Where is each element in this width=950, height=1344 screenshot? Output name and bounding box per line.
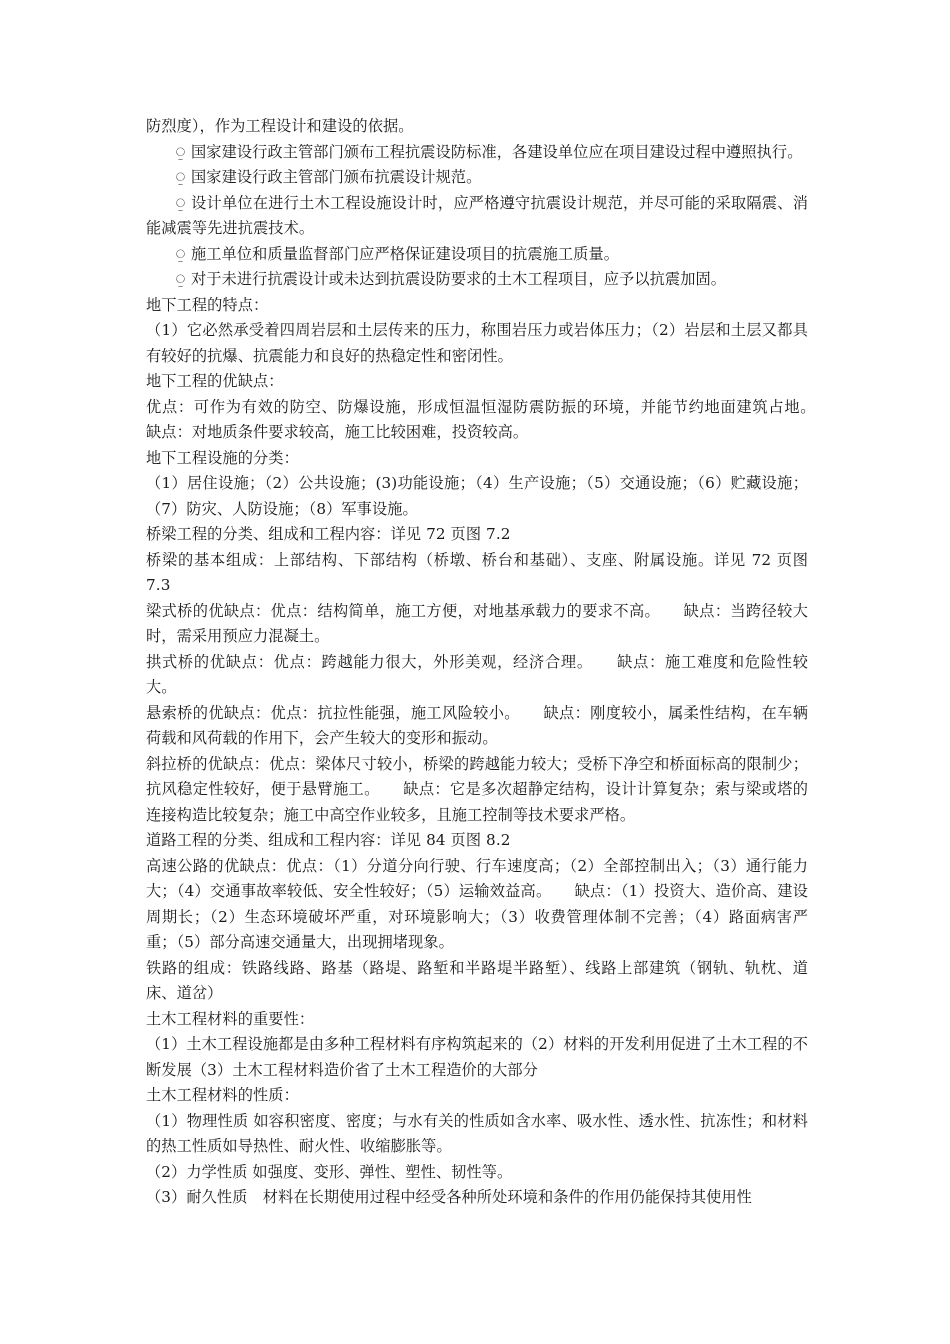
paragraph: 拱式桥的优缺点：优点：跨越能力很大，外形美观，经济合理。 缺点：施工难度和危险性较大。 — [146, 652, 808, 696]
bullet-icon: ⍜ — [176, 193, 186, 212]
bullet-paragraph: ⍜ 对于未进行抗震设计或未达到抗震设防要求的土木工程项目，应予以抗震加固。 — [146, 267, 808, 293]
bullet-paragraph: ⍜ 国家建设行政主管部门颁布工程抗震设防标准，各建设单位应在项目建设过程中遵照执行。 — [146, 140, 808, 166]
bullet-icon: ⍜ — [176, 168, 186, 186]
paragraph: 高速公路的优缺点：优点：（1）分道分向行驶、行车速度高；（2）全部控制出入；（3）通行能力大；（4）交通事故率较低、安全性较好；（5）运输效益高。 缺点：（1）投资大、造价高、建设周期长；（2）生态环境破坏严重，对环境影响大；（3）收费管理体制不完善；（4）路面病害严重；（5）部分高速交通量大，出现拥堵现象。 — [146, 856, 808, 951]
paragraph: （2）力学性质 如强度、变形、弹性、塑性、韧性等。 — [146, 1162, 513, 1181]
section-heading: 土木工程材料的性质： — [146, 1086, 299, 1104]
paragraph: 悬索桥的优缺点：优点：抗拉性能强，施工风险较小。 缺点：刚度较小，属柔性结构，在车辆荷载和风荷载的作用下，会产生较大的变形和振动。 — [146, 703, 808, 747]
section-heading: 土木工程材料的重要性： — [146, 1009, 315, 1028]
paragraph: 优点：可作为有效的防空、防爆设施，形成恒温恒湿防震防振的环境，并能节约地面建筑占地。 缺点：对地质条件要求较高，施工比较困难，投资较高。 — [146, 397, 839, 441]
section-heading: 地下工程的优缺点： — [146, 372, 284, 390]
section-heading: 地下工程的特点： — [146, 295, 269, 314]
bullet-paragraph: ⍜ 国家建设行政主管部门颁布抗震设计规范。 — [146, 165, 808, 191]
paragraph: 道路工程的分类、组成和工程内容：详见 84 页图 8.2 — [146, 831, 511, 849]
paragraph: 桥梁的基本组成：上部结构、下部结构（桥墩、桥台和基础）、支座、附属设施。详见 72 页图 7.3 — [146, 550, 808, 594]
document-body — [146, 114, 839, 1211]
paragraph: 桥梁工程的分类、组成和工程内容：详见 72 页图 7.2 — [146, 525, 511, 543]
paragraph: （1）居住设施；（2）公共设施；(3)功能设施；（4）生产设施；（5）交通设施；（6）贮藏设施；（7）防灾、人防设施；（8）军事设施。 — [146, 474, 808, 518]
bullet-paragraph: ⍜ 设计单位在进行土木工程设施设计时，应严格遵守抗震设计规范，并尽可能的采取隔震、消能减震等先进抗震技术。 — [146, 191, 808, 242]
bullet-icon: ⍜ — [176, 142, 186, 161]
paragraph: 铁路的组成：铁路线路、路基（路堤、路堑和半路堤半路堑）、线路上部建筑（钢轨、轨枕、道床、道岔） — [146, 958, 808, 1002]
paragraph: 防烈度），作为工程设计和建设的依据。 — [146, 117, 414, 135]
section-heading: 地下工程设施的分类： — [146, 448, 299, 467]
paragraph: （1）土木工程设施都是由多种工程材料有序构筑起来的（2）材料的开发利用促进了土木工程的不断发展（3）土木工程材料造价省了土木工程造价的大部分 — [146, 1035, 808, 1079]
bullet-icon: ⍜ — [176, 244, 186, 263]
paragraph: 梁式桥的优缺点：优点：结构简单，施工方便，对地基承载力的要求不高。 缺点：当跨径较大时，需采用预应力混凝土。 — [146, 601, 808, 645]
bullet-icon: ⍜ — [176, 270, 186, 288]
paragraph: （1）它必然承受着四周岩层和土层传来的压力，称围岩压力或岩体压力；（2）岩层和土层又都具有较好的抗爆、抗震能力和良好的热稳定性和密闭性。 — [146, 321, 808, 365]
paragraph: （1）物理性质 如容积密度、密度；与水有关的性质如含水率、吸水性、透水性、抗冻性；和材料的热工性质如导热性、耐火性、收缩膨胀等。 — [146, 1111, 808, 1155]
paragraph: 斜拉桥的优缺点：优点：梁体尺寸较小，桥梁的跨越能力较大；受桥下净空和桥面标高的限制少；抗风稳定性较好，便于悬臂施工。 缺点：它是多次超静定结构，设计计算复杂；索与梁或塔的连接构造比较复杂；施工中高空作业较多，且施工控制等技术要求严格。 — [146, 754, 808, 824]
bullet-paragraph: ⍜ 施工单位和质量监督部门应严格保证建设项目的抗震施工质量。 — [146, 242, 808, 268]
paragraph: （3）耐久性质 材料在长期使用过程中经受各种所处环境和条件的作用仍能保持其使用性 — [146, 1188, 752, 1206]
